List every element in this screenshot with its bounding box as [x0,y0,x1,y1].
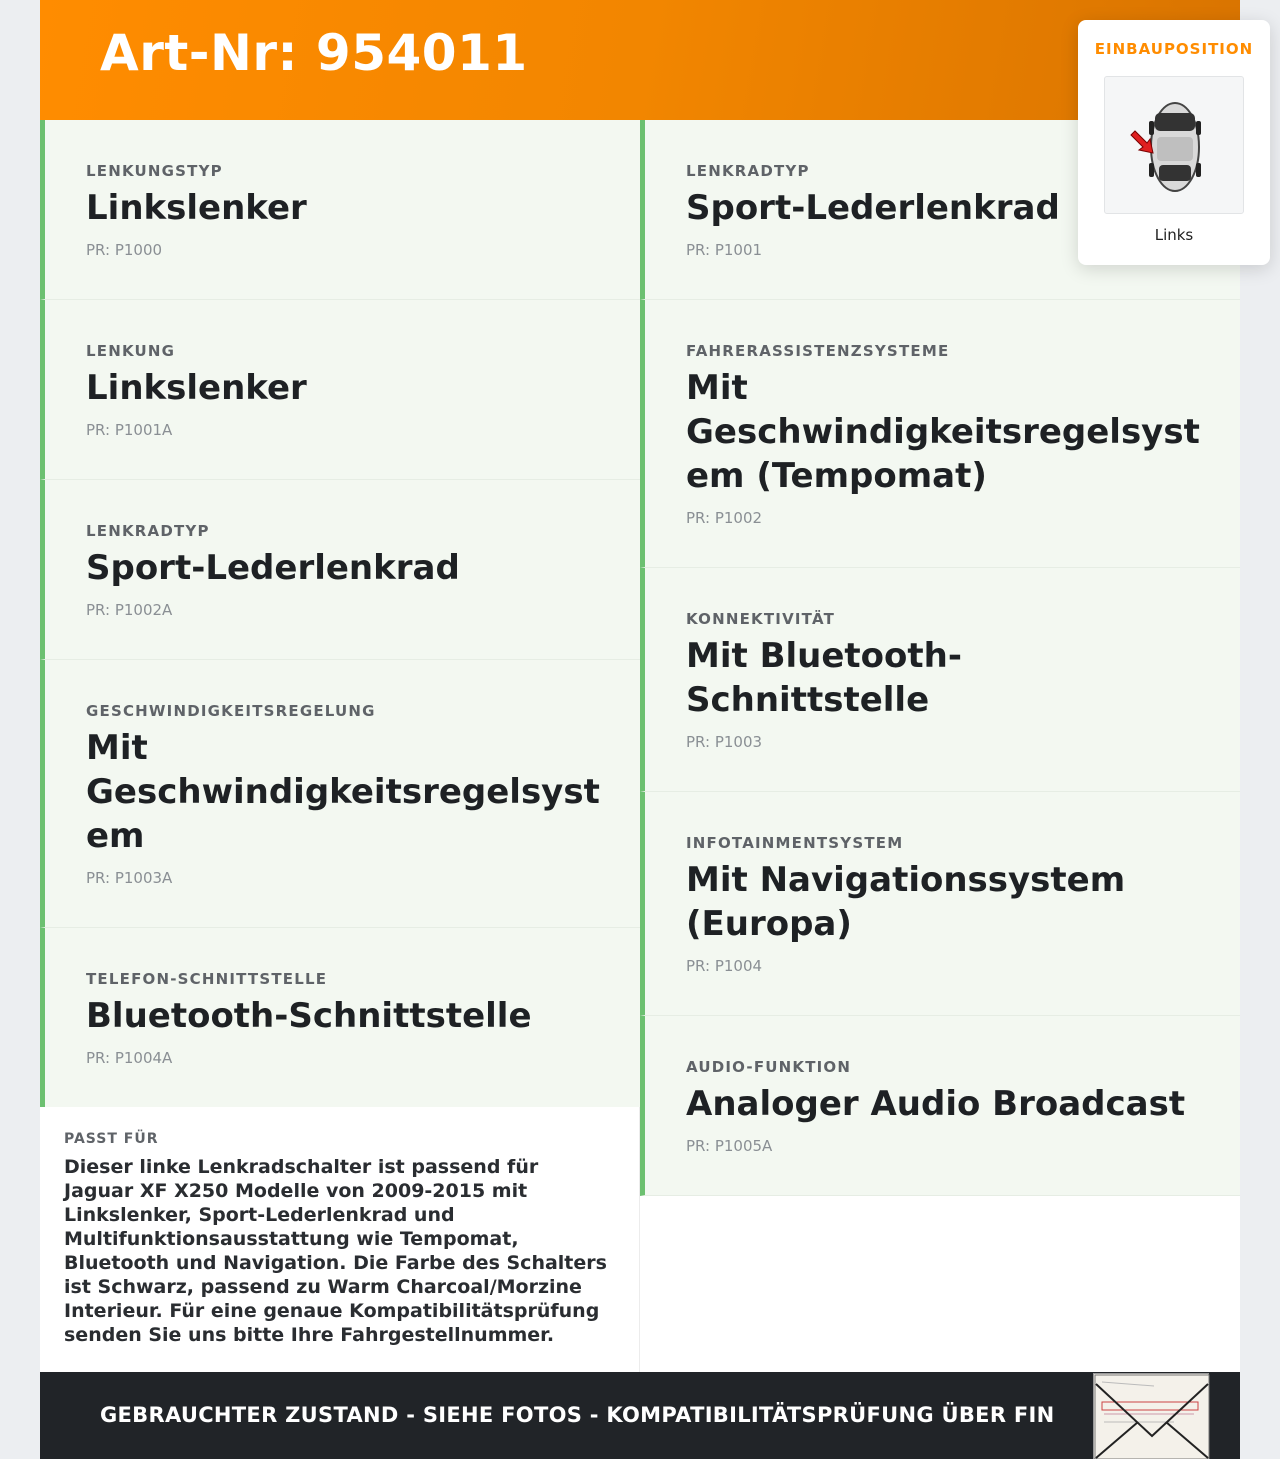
vin-document-envelope-image [1093,1373,1209,1459]
fits-for-label: PASST FÜR [64,1131,159,1147]
spec-code: PR: P1002 [686,509,763,527]
spec-card [640,792,1240,1016]
spec-label: FAHRERASSISTENZSYSTEME [686,342,950,360]
spec-label: INFOTAINMENTSYSTEM [686,834,904,852]
spec-label: LENKUNGSTYP [86,162,223,180]
spec-code: PR: P1003 [686,733,763,751]
footer-bar [40,1372,1240,1459]
spec-code: PR: P1000 [86,241,163,259]
article-number-title: Art-Nr: 954011 [100,24,528,82]
car-top-view-icon [1105,77,1245,215]
mounting-position-card [1078,20,1270,265]
mounting-position-title: EINBAUPOSITION [1094,40,1254,58]
spec-code: PR: P1004 [686,957,763,975]
spec-card [640,1016,1240,1196]
spec-code: PR: P1002A [86,601,173,619]
fits-for-section [40,1107,640,1372]
spec-card [40,660,640,928]
spec-code: PR: P1004A [86,1049,173,1067]
spec-label: TELEFON-SCHNITTSTELLE [86,970,328,988]
envelope-icon [1094,1374,1210,1459]
spec-label: AUDIO-FUNKTION [686,1058,852,1076]
header-bar [40,0,1240,120]
spec-label: LENKRADTYP [686,162,810,180]
spec-card [40,928,640,1108]
page [40,0,1254,1459]
spec-code: PR: P1003A [86,869,173,887]
spec-value: Mit Navigationssystem (Europa) [686,860,1126,944]
spec-value: Mit Geschwindigkeitsregelsystem [86,728,600,856]
spec-value: Analoger Audio Broadcast [686,1084,1186,1124]
footer-notice: GEBRAUCHTER ZUSTAND - SIEHE FOTOS - KOMPATIBILITÄTSPRÜFUNG ÜBER FIN [100,1403,1055,1427]
spec-value: Bluetooth-Schnittstelle [86,996,532,1036]
spec-code: PR: P1001 [686,241,763,259]
spec-value: Linkslenker [86,188,307,228]
spec-label: KONNEKTIVITÄT [686,610,836,628]
spec-code: PR: P1001A [86,421,173,439]
spec-value: Sport-Lederlenkrad [686,188,1060,228]
spec-value: Mit Geschwindigkeitsregelsystem (Tempomat) [686,368,1200,496]
spec-card [640,300,1240,568]
fits-for-description: Dieser linke Lenkradschalter ist passend für Jaguar XF X250 Modelle von 2009-2015 mit Linkslenker, Sport-Lederlenkrad und Multifunktionsausstattung wie Tempomat, Bluetooth und Navigation. Die Farbe des Schalters ist Schwarz, passend zu Warm Charcoal/Morzine Interieur. Für eine genaue Kompatibilitätsprüfung senden Sie uns bitte Ihre Fahrgestellnummer. [64,1156,607,1346]
spec-card [640,568,1240,792]
spec-code: PR: P1005A [686,1137,773,1155]
mounting-position-value: Links [1154,226,1194,244]
spec-value: Sport-Lederlenkrad [86,548,460,588]
spec-label: GESCHWINDIGKEITSREGELUNG [86,702,376,720]
spec-card [40,300,640,480]
spec-label: LENKUNG [86,342,176,360]
left-spec-column [40,120,640,1108]
spec-value: Linkslenker [86,368,307,408]
spec-card [40,120,640,300]
spec-label: LENKRADTYP [86,522,210,540]
spec-value: Mit Bluetooth-Schnittstelle [686,636,962,720]
right-spec-column [640,120,1240,1196]
spec-card [40,480,640,660]
car-position-image [1104,76,1244,214]
